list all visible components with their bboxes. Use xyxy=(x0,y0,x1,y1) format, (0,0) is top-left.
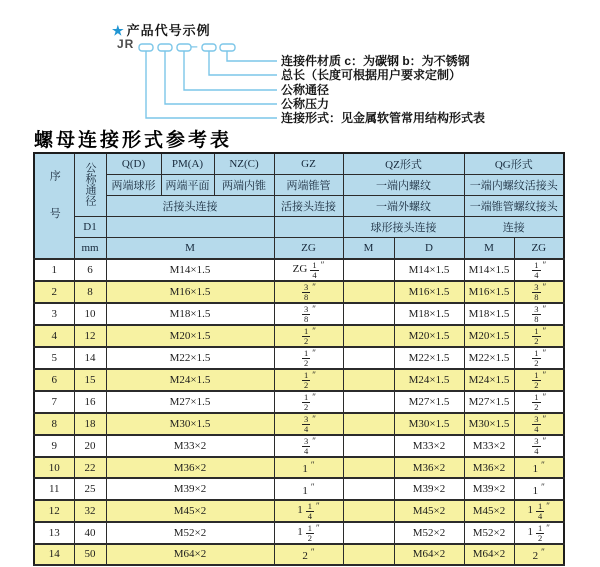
cell-qg-m: M39×2 xyxy=(464,478,514,499)
cell-qg-m: M20×1.5 xyxy=(464,325,514,347)
code-prefix: JR xyxy=(117,37,135,51)
cell-qz-m xyxy=(343,544,394,565)
cell-qz-m xyxy=(343,522,394,544)
cell-qz-m xyxy=(343,500,394,522)
cell-qz-d: M20×1.5 xyxy=(394,325,464,347)
cell-qg-m: M27×1.5 xyxy=(464,391,514,413)
table-header xyxy=(34,153,564,259)
cell-seq: 6 xyxy=(34,369,74,391)
cell-mm: 8 xyxy=(74,281,106,303)
cell-gz-zg: $\frac{1}{2}$ ″ xyxy=(274,347,343,369)
cell-gz-zg: $\frac{1}{2}$ ″ xyxy=(274,325,343,347)
cell-qg-zg: $\frac{3}{4}$ ″ xyxy=(514,435,564,457)
cell-qg-zg: 1 $\frac{1}{2}$ ″ xyxy=(514,522,564,544)
header-connection2-qg: 连接 xyxy=(464,217,564,238)
header-unit-m1: M xyxy=(106,238,274,260)
header-style-pma: 两端平面 xyxy=(161,175,214,196)
cell-seq: 9 xyxy=(34,435,74,457)
cell-qz-d: M30×1.5 xyxy=(394,413,464,435)
cell-qz-m xyxy=(343,457,394,478)
diagram-label-material: 连接件材质 c：为碳钢 b：为不锈钢 xyxy=(281,54,470,68)
table-row xyxy=(34,457,564,478)
cell-seq: 1 xyxy=(34,259,74,281)
cell-m: M16×1.5 xyxy=(106,281,274,303)
cell-qg-zg: $\frac{3}{4}$ ″ xyxy=(514,413,564,435)
header-style-nzc: 两端内锥 xyxy=(214,175,274,196)
cell-gz-zg: 1 ″ xyxy=(274,478,343,499)
table-row xyxy=(34,500,564,522)
table-row xyxy=(34,369,564,391)
header-style-qz: 一端内螺纹 xyxy=(343,175,464,196)
cell-qg-zg: $\frac{3}{8}$ ″ xyxy=(514,281,564,303)
table-row xyxy=(34,281,564,303)
cell-seq: 13 xyxy=(34,522,74,544)
table-row xyxy=(34,413,564,435)
header-unit-m3: M xyxy=(464,238,514,260)
cell-qg-zg: $\frac{1}{2}$ ″ xyxy=(514,369,564,391)
cell-qg-zg: $\frac{1}{4}$ ″ xyxy=(514,259,564,281)
cell-qg-m: M36×2 xyxy=(464,457,514,478)
cell-qg-zg: 1 ″ xyxy=(514,478,564,499)
cell-qg-m: M45×2 xyxy=(464,500,514,522)
code-separator: – xyxy=(191,39,198,53)
cell-qg-zg: 1 ″ xyxy=(514,457,564,478)
table-row xyxy=(34,325,564,347)
header-connection-qz: 一端外螺纹 xyxy=(343,196,464,217)
diagram-label-diameter: 公称通径 xyxy=(281,83,330,97)
cell-qz-d: M27×1.5 xyxy=(394,391,464,413)
cell-qz-d: M18×1.5 xyxy=(394,303,464,325)
cell-seq: 5 xyxy=(34,347,74,369)
cell-qg-m: M16×1.5 xyxy=(464,281,514,303)
diagram-label-connection: 连接形式：见金属软管常用结构形式表 xyxy=(281,111,486,125)
header-d1: D1 xyxy=(74,217,106,238)
cell-seq: 11 xyxy=(34,478,74,499)
table-row xyxy=(34,303,564,325)
cell-qz-d: M33×2 xyxy=(394,435,464,457)
cell-qz-m xyxy=(343,281,394,303)
cell-qg-m: M24×1.5 xyxy=(464,369,514,391)
cell-qz-d: M39×2 xyxy=(394,478,464,499)
header-connection-qg: 一端锥管螺纹接头 xyxy=(464,196,564,217)
cell-mm: 6 xyxy=(74,259,106,281)
cell-qz-d: M22×1.5 xyxy=(394,347,464,369)
cell-m: M22×1.5 xyxy=(106,347,274,369)
cell-seq: 10 xyxy=(34,457,74,478)
cell-m: M52×2 xyxy=(106,522,274,544)
header-unit-mm: mm xyxy=(74,238,106,260)
cell-gz-zg: $\frac{3}{8}$ ″ xyxy=(274,281,343,303)
cell-m: M20×1.5 xyxy=(106,325,274,347)
cell-gz-zg: 1 $\frac{1}{2}$ ″ xyxy=(274,522,343,544)
col-header-qg: QG形式 xyxy=(464,153,564,175)
cell-mm: 25 xyxy=(74,478,106,499)
cell-seq: 4 xyxy=(34,325,74,347)
col-header-qz: QZ形式 xyxy=(343,153,464,175)
star-icon: ★ xyxy=(112,23,125,38)
cell-gz-zg: $\frac{1}{2}$ ″ xyxy=(274,391,343,413)
cell-seq: 7 xyxy=(34,391,74,413)
cell-m: M36×2 xyxy=(106,457,274,478)
cell-qz-m xyxy=(343,325,394,347)
cell-qz-m xyxy=(343,347,394,369)
nut-connection-reference-table xyxy=(33,152,565,566)
col-header-pma: PM(A) xyxy=(161,153,214,175)
table-body xyxy=(34,259,564,565)
cell-gz-zg: 2 ″ xyxy=(274,544,343,565)
cell-qz-m xyxy=(343,435,394,457)
cell-qg-zg: $\frac{3}{8}$ ″ xyxy=(514,303,564,325)
cell-qz-d: M14×1.5 xyxy=(394,259,464,281)
col-header-gz: GZ xyxy=(274,153,343,175)
cell-m: M30×1.5 xyxy=(106,413,274,435)
cell-qz-m xyxy=(343,391,394,413)
cell-mm: 14 xyxy=(74,347,106,369)
cell-mm: 10 xyxy=(74,303,106,325)
table-row xyxy=(34,347,564,369)
cell-qz-m xyxy=(343,369,394,391)
cell-qz-d: M24×1.5 xyxy=(394,369,464,391)
cell-m: M45×2 xyxy=(106,500,274,522)
cell-qg-m: M22×1.5 xyxy=(464,347,514,369)
header-style-qd: 两端球形 xyxy=(106,175,161,196)
cell-qz-m xyxy=(343,478,394,499)
table-row xyxy=(34,522,564,544)
cell-qz-m xyxy=(343,413,394,435)
cell-qg-m: M52×2 xyxy=(464,522,514,544)
cell-qz-d: M36×2 xyxy=(394,457,464,478)
cell-seq: 8 xyxy=(34,413,74,435)
cell-gz-zg: $\frac{3}{4}$ ″ xyxy=(274,413,343,435)
diagram-label-pressure: 公称压力 xyxy=(281,97,330,111)
header-unit-zg1: ZG xyxy=(274,238,343,260)
cell-mm: 50 xyxy=(74,544,106,565)
cell-mm: 16 xyxy=(74,391,106,413)
cell-mm: 22 xyxy=(74,457,106,478)
table-row xyxy=(34,544,564,565)
header-style-gz: 两端锥管 xyxy=(274,175,343,196)
cell-qg-m: M18×1.5 xyxy=(464,303,514,325)
diagram-title-text: 产品代号示例 xyxy=(126,23,211,38)
cell-mm: 32 xyxy=(74,500,106,522)
header-style-qg: 一端内螺纹活接头 xyxy=(464,175,564,196)
header-connection-union: 活接头连接 xyxy=(106,196,274,217)
cell-m: M14×1.5 xyxy=(106,259,274,281)
cell-qg-zg: 2 ″ xyxy=(514,544,564,565)
cell-mm: 12 xyxy=(74,325,106,347)
cell-seq: 2 xyxy=(34,281,74,303)
cell-gz-zg: $\frac{1}{2}$ ″ xyxy=(274,369,343,391)
cell-qz-d: M64×2 xyxy=(394,544,464,565)
cell-gz-zg: 1 $\frac{1}{4}$ ″ xyxy=(274,500,343,522)
cell-qz-m xyxy=(343,259,394,281)
col-header-nominal-diameter: 公称通径 xyxy=(74,153,106,217)
cell-m: M64×2 xyxy=(106,544,274,565)
cell-qg-zg: $\frac{1}{2}$ ″ xyxy=(514,347,564,369)
cell-qg-zg: $\frac{1}{2}$ ″ xyxy=(514,325,564,347)
cell-qg-m: M64×2 xyxy=(464,544,514,565)
cell-seq: 3 xyxy=(34,303,74,325)
cell-seq: 14 xyxy=(34,544,74,565)
cell-qg-zg: 1 $\frac{1}{4}$ ″ xyxy=(514,500,564,522)
cell-seq: 12 xyxy=(34,500,74,522)
cell-gz-zg: $\frac{3}{4}$ ″ xyxy=(274,435,343,457)
col-header-seq: 序号 xyxy=(34,153,74,259)
cell-qz-d: M45×2 xyxy=(394,500,464,522)
diagram-label-length: 总长（长度可根据用户要求定制） xyxy=(281,68,462,82)
cell-mm: 40 xyxy=(74,522,106,544)
cell-mm: 20 xyxy=(74,435,106,457)
cell-qg-m: M14×1.5 xyxy=(464,259,514,281)
header-connection-gz: 活接头连接 xyxy=(274,196,343,217)
cell-m: M27×1.5 xyxy=(106,391,274,413)
cell-mm: 15 xyxy=(74,369,106,391)
table-row xyxy=(34,259,564,281)
col-header-qd: Q(D) xyxy=(106,153,161,175)
table-row xyxy=(34,391,564,413)
header-unit-zg2: ZG xyxy=(514,238,564,260)
header-blank-left xyxy=(106,217,274,238)
cell-qg-m: M30×1.5 xyxy=(464,413,514,435)
cell-qz-m xyxy=(343,303,394,325)
cell-gz-zg: 1 ″ xyxy=(274,457,343,478)
cell-qz-d: M52×2 xyxy=(394,522,464,544)
cell-gz-zg: ZG $\frac{1}{4}$ ″ xyxy=(274,259,343,281)
table-title: 螺母连接形式参考表 xyxy=(34,130,233,151)
header-unit-d: D xyxy=(394,238,464,260)
header-blank-gz xyxy=(274,217,343,238)
cell-qg-zg: $\frac{1}{2}$ ″ xyxy=(514,391,564,413)
cell-m: M24×1.5 xyxy=(106,369,274,391)
col-header-nzc: NZ(C) xyxy=(214,153,274,175)
cell-m: M18×1.5 xyxy=(106,303,274,325)
table-row xyxy=(34,435,564,457)
header-unit-m2: M xyxy=(343,238,394,260)
cell-m: M39×2 xyxy=(106,478,274,499)
cell-m: M33×2 xyxy=(106,435,274,457)
header-connection2-qz: 球形接头连接 xyxy=(343,217,464,238)
cell-qz-d: M16×1.5 xyxy=(394,281,464,303)
cell-mm: 18 xyxy=(74,413,106,435)
table-row xyxy=(34,478,564,499)
cell-qg-m: M33×2 xyxy=(464,435,514,457)
cell-gz-zg: $\frac{3}{8}$ ″ xyxy=(274,303,343,325)
